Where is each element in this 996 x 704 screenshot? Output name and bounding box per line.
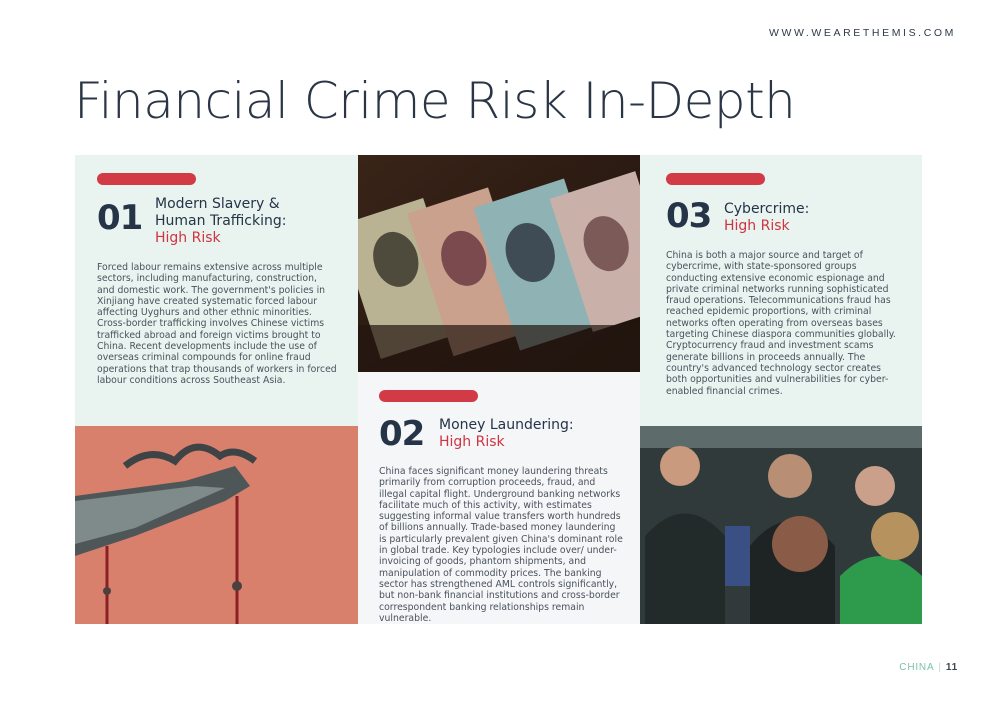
crowd-image [640, 426, 922, 624]
dragon-roof-image [75, 426, 358, 624]
risk-level: High Risk [439, 434, 505, 450]
section-title-line1: Cybercrime: [724, 201, 810, 217]
page-number: 11 [945, 662, 958, 673]
section-modern-slavery [75, 155, 358, 426]
section-title-line1: Money Laundering: [439, 417, 574, 433]
footer-separator: | [938, 662, 942, 673]
section-cybercrime [640, 155, 922, 426]
section-heading [724, 201, 914, 235]
page-title: Financial Crime Risk In-Depth [74, 72, 796, 130]
section-body: China faces significant money laundering threats primarily from corruption proceeds, fraud, and illegal capital flight. Underground banking networks facilitate much of this activity, with estimates suggesting informal value transfers worth hundreds of billions annually. Trade-based money laundering is particularly prevalent given China's dominant role in global trade. Key typologies include over/ under-invoicing of goods, phantom shipments, and manipulation of commodity prices. The banking sector has strengthened AML controls significantly, but non-bank financial institutions and cross-border correspondent banking relationships remain vulnerable. [379, 466, 623, 624]
section-money-laundering [358, 372, 640, 624]
dragon-roof-photo [75, 426, 358, 624]
page-footer [899, 662, 958, 673]
section-number: 02 [379, 414, 425, 454]
risk-level: High Risk [155, 230, 221, 246]
section-number: 01 [97, 198, 143, 238]
section-accent-bar [666, 173, 765, 185]
banknotes-photo [358, 155, 640, 372]
section-heading [439, 417, 629, 451]
section-body: Forced labour remains extensive across multiple sectors, including manufacturing, construction, and domestic work. The government's policies in Xinjiang have created systematic forced labour affecting Uyghurs and other ethnic minorities. Cross-border trafficking involves Chinese victims trafficked abroad and foreign victims brought to China. Recent developments include the use of overseas criminal compounds for online fraud operations that trap thousands of workers in forced labour conditions across Southeast Asia. [97, 262, 337, 386]
section-accent-bar [97, 173, 196, 185]
section-body: China is both a major source and target of cybercrime, with state-sponsored groups conducting extensive economic espionage and private criminal networks running sophisticated fraud operations. Telecommunications fraud has reached epidemic proportions, with criminal networks often operating from overseas bases targeting Chinese diaspora communities globally. Cryptocurrency fraud and investment scams generate billions in proceeds annually. The country's advanced technology sector creates both opportunities and vulnerabilities for cyber-enabled financial crimes. [666, 250, 896, 397]
risk-level: High Risk [724, 218, 790, 234]
section-heading [155, 196, 350, 247]
section-title-line1: Modern Slavery & [155, 196, 280, 212]
crowd-photo [640, 426, 922, 624]
website-url: WWW.WEARETHEMIS.COM [768, 27, 956, 39]
section-title-line2: Human Trafficking: [155, 213, 287, 229]
footer-country: CHINA [899, 662, 935, 673]
banknotes-image [358, 155, 640, 372]
section-number: 03 [666, 196, 712, 236]
section-accent-bar [379, 390, 478, 402]
